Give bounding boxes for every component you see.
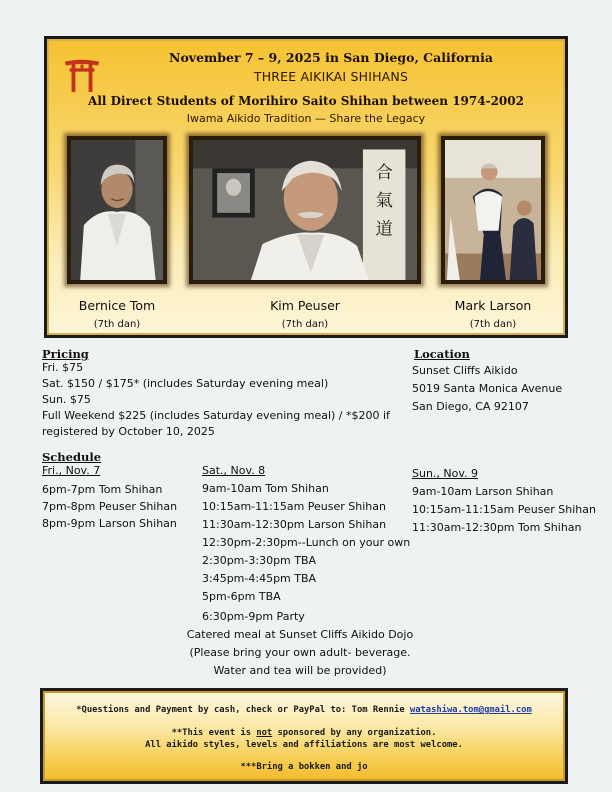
schedule-day-sunday: Sun., Nov. 9 — [412, 467, 479, 480]
bring-line: ***Bring a bokken and jo — [240, 762, 368, 772]
schedule-item: 5pm-6pm TBA — [202, 590, 281, 603]
schedule-day-friday: Fri., Nov. 7 — [42, 464, 101, 477]
location-line: Sunset Cliffs Aikido — [412, 364, 518, 377]
schedule-item: 9am-10am Tom Shihan — [202, 482, 329, 495]
pricing-line: registered by October 10, 2025 — [42, 425, 215, 438]
photo-kim-peuser — [189, 136, 421, 284]
saturday-note: Catered meal at Sunset Cliffs Aikido Dojo — [186, 628, 414, 641]
svg-text:道: 道 — [375, 219, 393, 240]
schedule-item: 7pm-8pm Peuser Shihan — [42, 500, 178, 513]
photo-bernice-tom — [67, 136, 167, 284]
pricing-line: Sat. $150 / $175* (includes Saturday evening meal) — [42, 377, 329, 390]
instructor-name: Mark Larson — [454, 298, 532, 313]
schedule-item: 10:15am-11:15am Peuser Shihan — [412, 503, 596, 516]
event-tagline: Iwama Aikido Tradition — Share the Legacy — [186, 112, 426, 125]
schedule-item: 9am-10am Larson Shihan — [412, 485, 554, 498]
sponsor-text-not: not — [256, 728, 273, 738]
instructor-rank: (7th dan) — [93, 319, 141, 330]
schedule-item: 12:30pm-2:30pm--Lunch on your own — [202, 536, 411, 549]
event-title: THREE AIKIKAI SHIHANS — [253, 69, 409, 84]
location-line: San Diego, CA 92107 — [412, 400, 529, 413]
saturday-note: (Please bring your own adult- beverage. — [189, 646, 411, 659]
event-header-banner — [44, 36, 568, 338]
location-heading: Location — [414, 347, 470, 361]
schedule-item: 3:45pm-4:45pm TBA — [202, 572, 317, 585]
payment-line — [43, 705, 565, 715]
sponsor-line — [43, 728, 565, 738]
photo-mark-larson — [441, 136, 545, 284]
schedule-item: 8pm-9pm Larson Shihan — [42, 517, 177, 530]
instructor-rank: (7th dan) — [469, 319, 517, 330]
instructor-rank: (7th dan) — [281, 319, 329, 330]
contact-email-link[interactable]: watashiwa.tom@gmail.com — [409, 705, 532, 715]
event-subtitle: All Direct Students of Morihiro Saito Shihan between 1974-2002 — [88, 94, 524, 108]
schedule-item: 10:15am-11:15am Peuser Shihan — [202, 500, 386, 513]
pricing-line: Full Weekend $225 (includes Saturday evening meal) / *$200 if — [42, 409, 390, 422]
schedule-day-saturday: Sat., Nov. 8 — [202, 464, 266, 477]
welcome-line: All aikido styles, levels and affiliations are most welcome. — [145, 740, 463, 750]
pricing-line: Sun. $75 — [42, 393, 91, 406]
schedule-item: 6:30pm-9pm Party — [202, 610, 305, 623]
saturday-note: Water and tea will be provided) — [213, 664, 387, 677]
instructor-name: Bernice Tom — [78, 298, 156, 313]
schedule-item: 2:30pm-3:30pm TBA — [202, 554, 317, 567]
location-line: 5019 Santa Monica Avenue — [412, 382, 563, 395]
sponsor-text-pre: **This event is — [171, 728, 252, 738]
pricing-line: Fri. $75 — [42, 361, 84, 374]
instructor-name: Kim Peuser — [270, 298, 340, 313]
schedule-heading: Schedule — [42, 450, 102, 464]
torii-gate-icon — [63, 55, 101, 93]
event-date-location: November 7 – 9, 2025 in San Diego, California — [169, 50, 493, 65]
sponsor-text-post: sponsored by any organization. — [277, 728, 437, 738]
schedule-item: 11:30am-12:30pm Larson Shihan — [202, 518, 387, 531]
svg-text:氣: 氣 — [375, 191, 393, 212]
payment-text: *Questions and Payment by cash, check or PayPal to: Tom Rennie — [76, 705, 405, 715]
pricing-heading: Pricing — [42, 347, 89, 361]
schedule-item: 11:30am-12:30pm Tom Shihan — [412, 521, 582, 534]
svg-text:合: 合 — [375, 162, 393, 183]
payment-info-banner — [40, 688, 568, 784]
schedule-item: 6pm-7pm Tom Shihan — [42, 483, 163, 496]
